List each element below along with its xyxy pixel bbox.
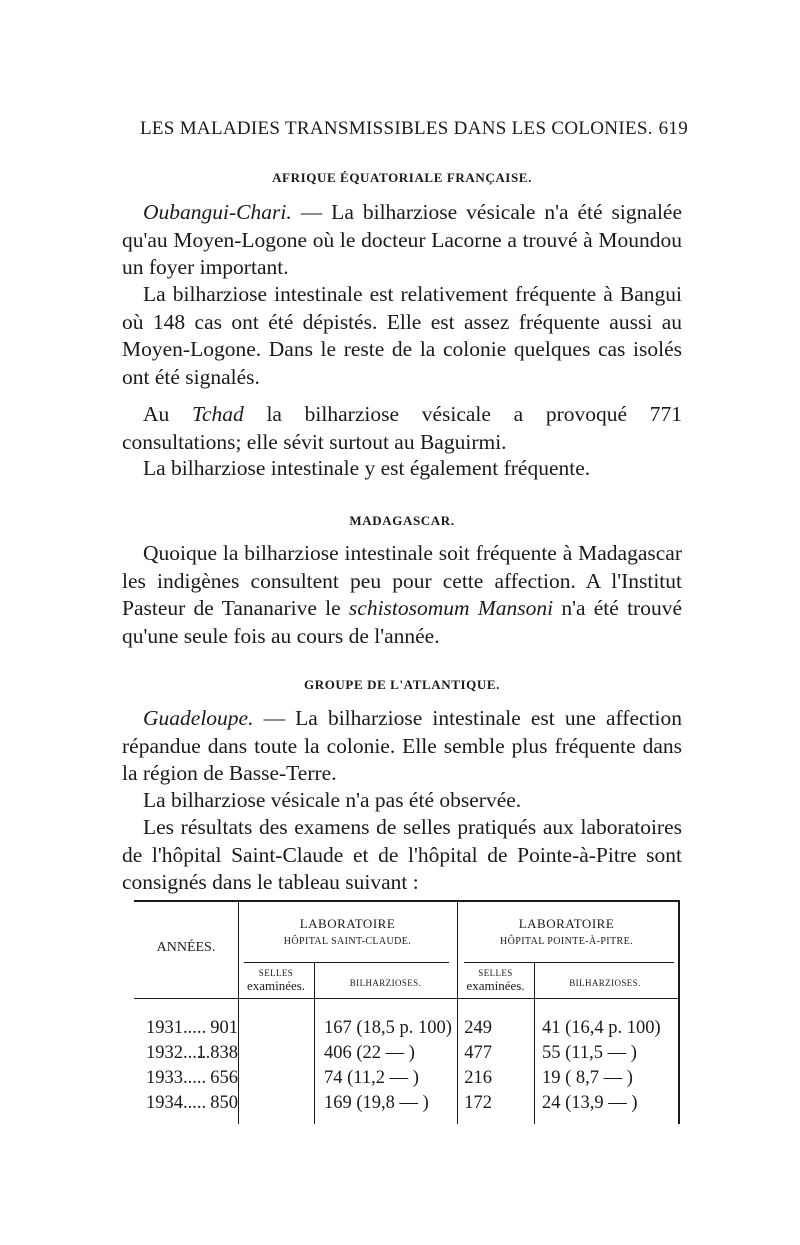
row-bilh-saint-claude: 406 (22 — )	[324, 1043, 415, 1063]
table-row	[134, 1068, 678, 1093]
row-bilh-pointe-a-pitre: 55 (11,5 — )	[542, 1043, 637, 1063]
section-heading-afrique: AFRIQUE ÉQUATORIALE FRANÇAISE.	[272, 170, 532, 185]
lab2-col-examinees: examinées.	[466, 978, 525, 993]
paragraph-text: La bilharziose intestinale est relativement fréquente à Bangui où 148 cas ont été dépistés. Elle est assez fréquente aussi au Moyen-Logone. Dans le reste de la colonie quelques cas isolés ont été signalés.	[122, 282, 682, 389]
paragraph-text: La bilharziose vésicale n'a pas été observée.	[143, 788, 522, 812]
section-heading-atlantique: GROUPE DE L'ATLANTIQUE.	[304, 677, 500, 692]
lab2-title: LABORATOIRE	[518, 916, 615, 931]
row-year: 1932.....	[146, 1043, 207, 1063]
lab1-col-bilharzioses: BILHARZIOSES.	[349, 978, 422, 988]
lab1-title: LABORATOIRE	[299, 916, 396, 931]
page-number: 619	[658, 118, 688, 139]
paragraph-lead: Oubangui-Chari.	[143, 200, 292, 224]
lab2-col-selles: SELLES	[478, 968, 513, 978]
row-bilh-pointe-a-pitre: 41 (16,4 p. 100)	[542, 1018, 661, 1038]
row-bilh-saint-claude: 167 (18,5 p. 100)	[324, 1018, 452, 1038]
col-header-annees: ANNÉES.	[156, 940, 216, 955]
paragraph-italic-term: schistosomum Mansoni	[348, 596, 554, 620]
lab1-col-selles: SELLES	[258, 968, 294, 978]
paragraph-text-before: Quoique la bilharziose intestinale soit fréquente à Madagascar les indigènes consultent peu pour cette affection. A l'Institut Pasteur de Tananarive le	[122, 541, 682, 620]
row-selles-saint-claude: 850	[210, 1093, 238, 1113]
row-selles-saint-claude: 656	[210, 1068, 238, 1088]
lab2-col-bilharzioses: BILHARZIOSES.	[569, 978, 641, 988]
table-row	[134, 1018, 678, 1043]
row-bilh-pointe-a-pitre: 19 ( 8,7 — )	[542, 1068, 633, 1088]
row-bilh-saint-claude: 74 (11,2 — )	[324, 1068, 419, 1088]
row-selles-pointe-a-pitre: 477	[464, 1043, 492, 1063]
running-title: LES MALADIES TRANSMISSIBLES DANS LES COLONIES.	[140, 118, 653, 139]
section-heading-madagascar: MADAGASCAR.	[349, 513, 455, 528]
paragraph-text: — La bilharziose intestinale est une affection répandue dans toute la colonie. Elle semble plus fréquente dans la région de Basse-Terre.	[122, 706, 682, 785]
lab1-col-examinees: examinées.	[246, 978, 306, 993]
paragraph-text: la bilharziose vésicale a provoqué 771 consultations; elle sévit surtout au Baguirmi.	[122, 402, 683, 454]
paragraph-oubangui	[122, 199, 682, 282]
paragraph-tchad-intestinale	[122, 455, 682, 483]
row-selles-pointe-a-pitre: 172	[464, 1093, 492, 1113]
paragraph-madagascar	[122, 540, 682, 650]
paragraph-lead: Guadeloupe.	[143, 706, 254, 730]
paragraph-vesicale	[122, 787, 682, 815]
paragraph-text-after: n'a été trouvé qu'une seule fois au cours de l'année.	[122, 596, 682, 648]
row-year: 1931.....	[146, 1018, 207, 1038]
table-row	[134, 1043, 678, 1068]
paragraph-text: — La bilharziose vésicale n'a été signalée qu'au Moyen-Logone où le docteur Lacorne a trouvé à Moundou un foyer important.	[122, 200, 682, 279]
row-year: 1933.....	[146, 1068, 207, 1088]
row-selles-saint-claude: 1.838	[196, 1043, 238, 1063]
paragraph-resultats	[122, 814, 682, 897]
row-bilh-pointe-a-pitre: 24 (13,9 — )	[542, 1093, 638, 1113]
paragraph-bilharziose-intestinale	[122, 281, 682, 391]
row-selles-pointe-a-pitre: 249	[464, 1018, 492, 1038]
row-bilh-saint-claude: 169 (19,8 — )	[324, 1093, 429, 1113]
paragraph-text: Les résultats des examens de selles pratiqués aux laboratoires de l'hôpital Saint-Claude et de l'hôpital de Pointe-à-Pitre sont consignés dans le tableau suivant :	[122, 815, 682, 894]
paragraph-lead-prefix: Au	[143, 402, 192, 426]
table-rule	[244, 962, 449, 963]
paragraph-lead: Tchad	[191, 402, 244, 426]
paragraph-tchad	[122, 401, 682, 456]
paragraph-guadeloupe	[122, 705, 682, 788]
table-rule	[464, 962, 674, 963]
paragraph-text: La bilharziose intestinale y est également fréquente.	[143, 456, 591, 480]
lab1-subtitle: HÔPITAL SAINT-CLAUDE.	[283, 936, 412, 947]
table-row	[134, 1093, 678, 1118]
row-selles-pointe-a-pitre: 216	[464, 1068, 492, 1088]
row-selles-saint-claude: 901	[210, 1018, 238, 1038]
results-table	[134, 900, 680, 1124]
lab2-subtitle: HÔPITAL POINTE-À-PITRE.	[499, 936, 633, 947]
row-year: 1934.....	[146, 1093, 207, 1113]
table-rule	[134, 998, 678, 999]
